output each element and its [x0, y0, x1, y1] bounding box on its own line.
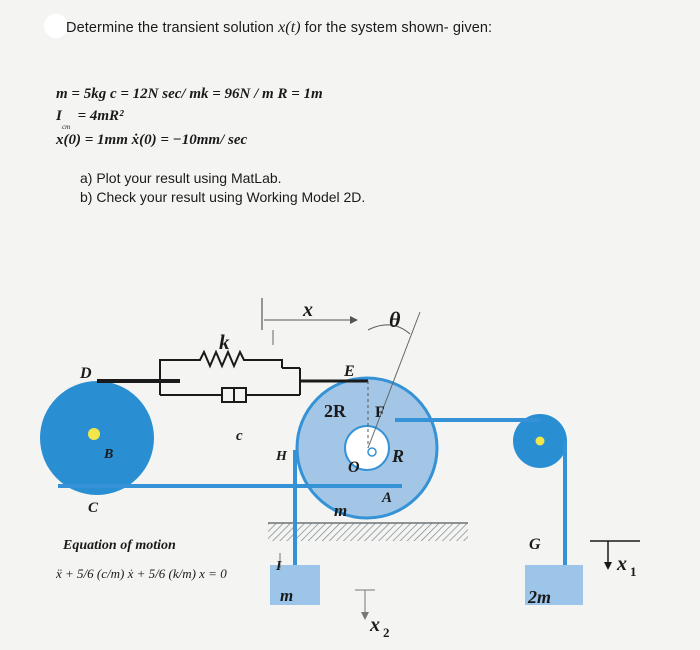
x-arrow-head — [350, 316, 358, 324]
left-pulley-pin — [88, 428, 100, 440]
title-variable: x(t) — [278, 19, 301, 36]
given-line-3: x(0) = 1mm ẋ(0) = −10mm/ sec — [56, 132, 248, 148]
label-G: G — [529, 536, 541, 553]
equation-label: Equation of motion — [63, 538, 176, 553]
title-suffix: for the system shown- given: — [300, 20, 493, 36]
label-I: I — [276, 559, 282, 574]
label-2R: 2R — [324, 401, 346, 421]
x2-arrow-head — [361, 612, 369, 620]
ground-hatch — [268, 523, 468, 541]
label-x: x — [303, 299, 313, 321]
label-2m: 2m — [528, 587, 552, 607]
task-b: b) Check your result using Working Model 2D. — [80, 189, 366, 205]
label-x1: x — [617, 553, 627, 575]
disk-center-pin — [368, 448, 376, 456]
label-theta: θ — [389, 307, 401, 332]
given-inertia-value: = 4mR² — [73, 108, 124, 124]
label-block-m: m — [280, 586, 294, 605]
label-F: F — [375, 404, 385, 421]
given-inertia-symbol: I — [56, 108, 62, 124]
label-A: A — [382, 490, 393, 506]
label-C: C — [88, 500, 99, 516]
label-R: R — [392, 446, 405, 466]
equation-of-motion: ẍ + 5/6 (c/m) ẋ + 5/6 (k/m) x = 0 — [56, 566, 227, 581]
given-inertia-subscript: cm — [62, 123, 71, 131]
label-disk-m: m — [334, 501, 348, 520]
label-x2: x — [370, 614, 380, 636]
label-x1-sub: 1 — [630, 564, 637, 579]
label-O: O — [348, 459, 360, 476]
spring — [160, 352, 282, 368]
label-H: H — [276, 449, 287, 464]
given-line-1: m = 5kg c = 12N sec/ mk = 96N / m R = 1m — [56, 86, 323, 102]
label-B: B — [104, 447, 114, 462]
task-a: a) Plot your result using MatLab. — [80, 170, 282, 186]
label-k: k — [219, 330, 230, 354]
label-E: E — [344, 363, 355, 380]
title-prefix: Determine the transient solution — [66, 20, 279, 36]
label-D: D — [80, 365, 92, 382]
right-pulley-pin — [536, 437, 545, 446]
label-x2-sub: 2 — [383, 625, 390, 640]
label-c: c — [236, 428, 243, 444]
x1-arrow-head — [604, 562, 612, 570]
